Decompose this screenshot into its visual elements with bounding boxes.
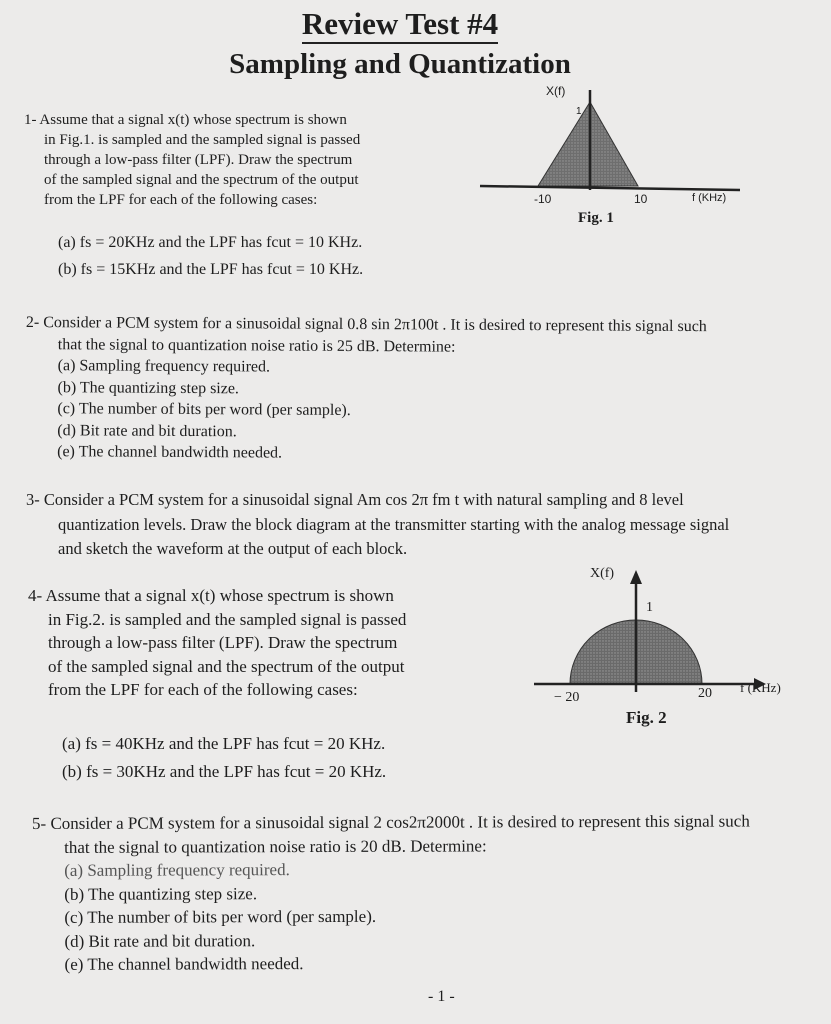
q1-case-a: (a) fs = 20KHz and the LPF has fcut = 10 KHz. [58,234,363,251]
q5-line: (a) Sampling frequency required. [64,860,290,880]
fig2-xpos-label: 20 [698,686,712,701]
q2-line: (d) Bit rate and bit duration. [57,421,237,440]
q2-line: 2- Consider a PCM system for a sinusoidal signal 0.8 sin 2π100t . It is desired to represent this signal such [25,313,707,336]
title-text: Review Test #4 [302,6,498,44]
fig1-peak-label: 1 [576,106,582,117]
q1-line: through a low-pass filter (LPF). Draw the spectrum [44,152,353,168]
q4-case-b: (b) fs = 30KHz and the LPF has fcut = 20 KHz. [62,762,387,781]
q4-line: through a low-pass filter (LPF). Draw the spectrum [48,633,398,652]
fig1-xpos-label: 10 [634,192,648,206]
q1-line: 1- Assume that a signal x(t) whose spectrum is shown [24,112,347,128]
fig1-xneg-label: -10 [534,192,552,206]
q5-line: (b) The quantizing step size. [64,883,258,904]
q4-line: 4- Assume that a signal x(t) whose spectrum is shown [28,586,394,605]
q5-line: (d) Bit rate and bit duration. [64,930,256,951]
q2-line: (b) The quantizing step size. [57,378,240,397]
q1-line: in Fig.1. is sampled and the sampled signal is passed [44,132,361,148]
q1-line: from the LPF for each of the following cases: [44,192,318,208]
q4-line: of the sampled signal and the spectrum of the output [48,656,405,676]
q3-line: quantization levels. Draw the block diagram at the transmitter starting with the analog message signal [58,514,730,534]
fig1-ylabel: X(f) [546,84,566,98]
page-title [0,6,800,42]
question-3 [26,488,816,562]
fig1-triangle-spectrum [538,102,638,186]
figure-2 [530,562,820,712]
q4-line: from the LPF for each of the following cases: [48,680,358,699]
q3-line: 3- Consider a PCM system for a sinusoidal signal Am cos 2π fm t with natural sampling and 8 level [26,490,684,509]
fig1-caption: Fig. 1 [578,210,614,226]
fig2-peak-label: 1 [646,600,653,615]
fig1-xunit-label: f (KHz) [692,192,727,204]
q5-line: (e) The channel bandwidth needed. [64,954,304,974]
q3-line: and sketch the waveform at the output of each block. [58,539,408,558]
question-2 [25,312,796,467]
page-number: - 1 - [428,988,455,1005]
fig2-xunit-label: f (KHz) [740,680,781,695]
q4-case-a: (a) fs = 40KHz and the LPF has fcut = 20 KHz. [62,734,386,753]
fig2-caption: Fig. 2 [626,708,667,727]
q4-line: in Fig.2. is sampled and the sampled signal is passed [48,609,407,629]
question-1 [24,110,424,210]
fig1-x-axis [480,186,740,190]
q2-line: that the signal to quantization noise ratio is 25 dB. Determine: [57,335,456,356]
page-subtitle: Sampling and Quantization [229,48,571,80]
q2-line: (e) The channel bandwidth needed. [57,443,283,462]
fig2-ylabel: X(f) [590,566,615,581]
q5-line: (c) The number of bits per word (per sample). [64,906,377,927]
q1-line: of the sampled signal and the spectrum of the output [44,172,359,188]
q5-line: that the signal to quantization noise ratio is 20 dB. Determine: [64,835,487,857]
question-5 [32,809,831,976]
question-4 [28,584,448,702]
fig2-xneg-label: − 20 [554,690,580,705]
q1-case-b: (b) fs = 15KHz and the LPF has fcut = 10 KHz. [58,261,364,278]
fig2-y-arrow [630,570,642,584]
q2-line: (a) Sampling frequency required. [57,357,271,376]
q5-line: 5- Consider a PCM system for a sinusoidal signal 2 cos2π2000t . It is desired to represent this signal such [32,811,750,833]
q2-line: (c) The number of bits per word (per sample). [57,400,351,419]
